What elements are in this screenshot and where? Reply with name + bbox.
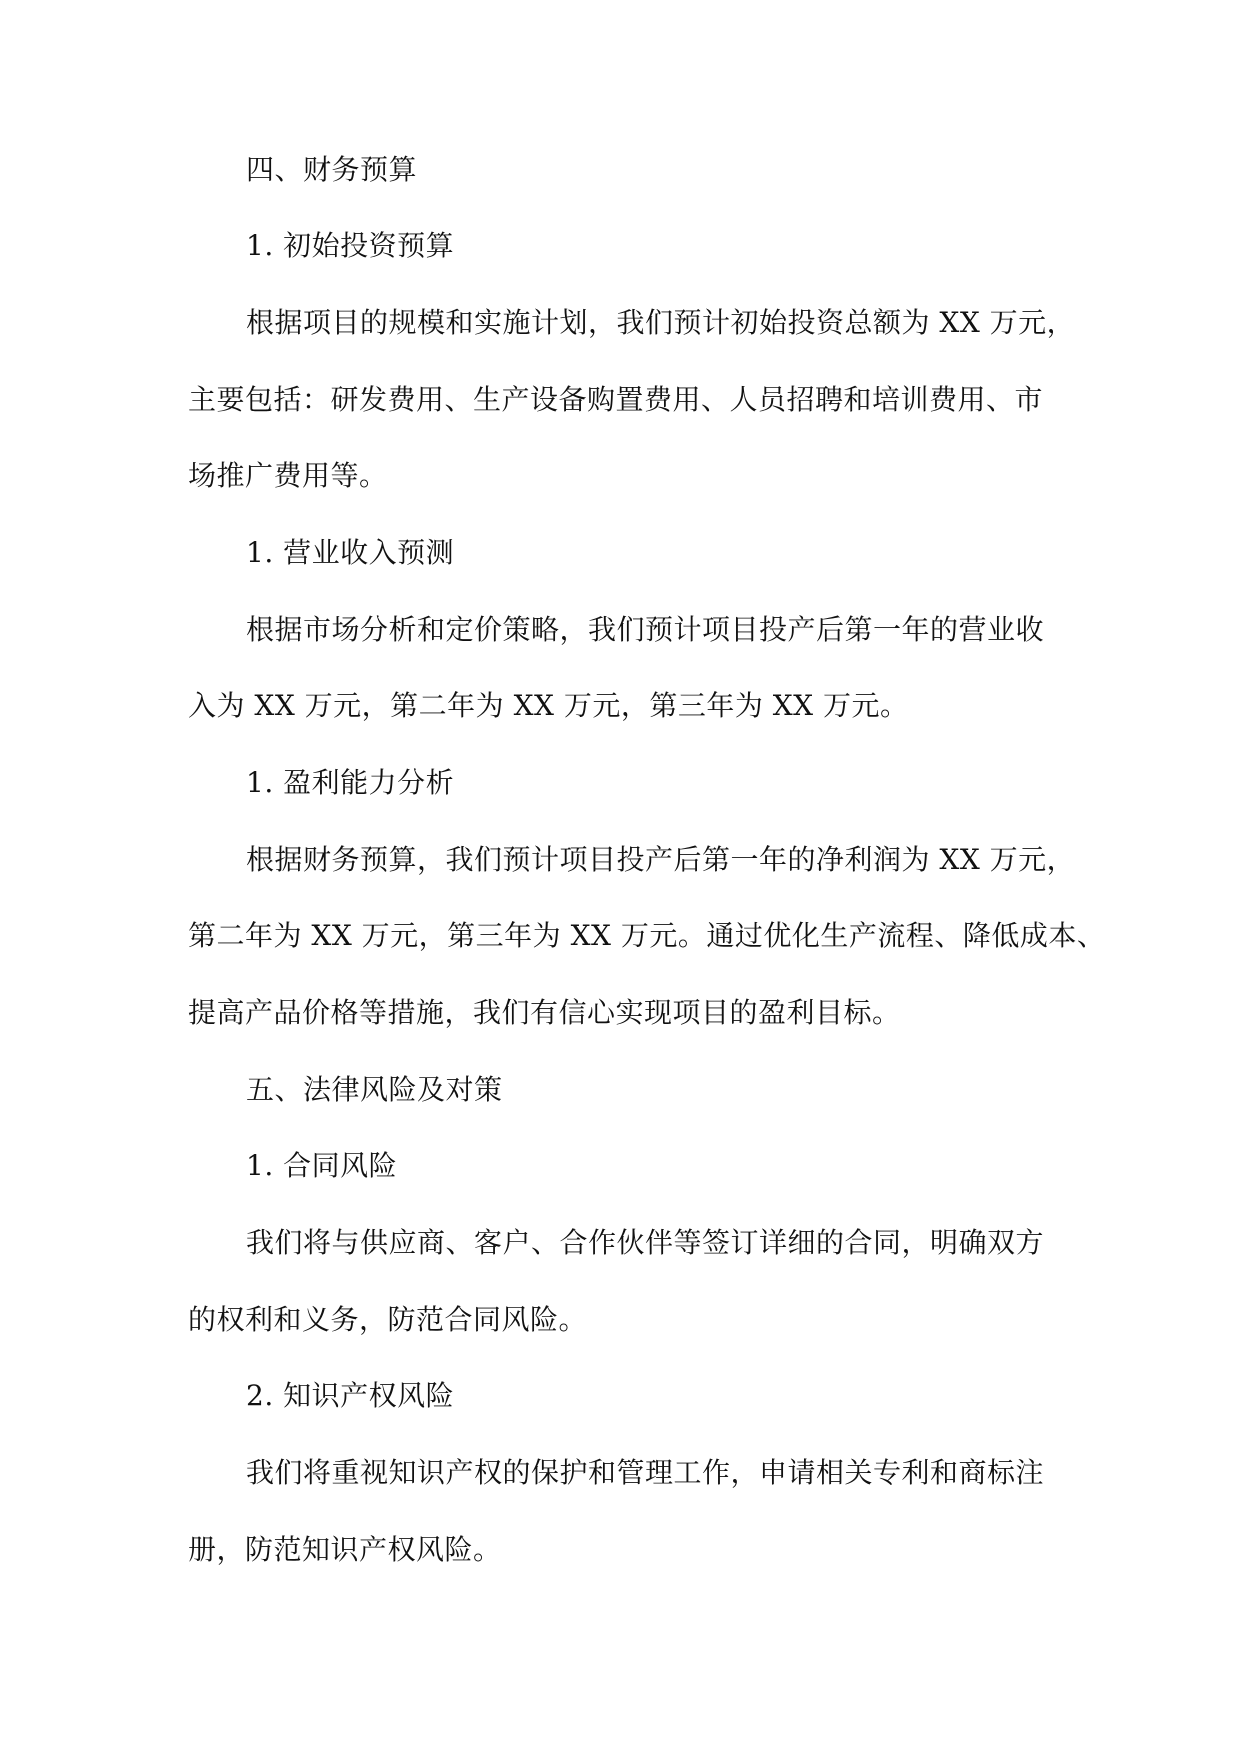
paragraph-initial-investment-line-2: 主要包括：研发费用、生产设备购置费用、人员招聘和培训费用、市 <box>188 383 1044 416</box>
subheading-contract-risk: 1. 合同风险 <box>246 1149 398 1182</box>
subheading-profitability: 1. 盈利能力分析 <box>246 766 455 799</box>
subheading-revenue-forecast: 1. 营业收入预测 <box>246 536 455 569</box>
paragraph-ip-risk-line-2: 册，防范知识产权风险。 <box>188 1533 502 1566</box>
subheading-initial-investment: 1. 初始投资预算 <box>246 229 455 262</box>
paragraph-revenue-forecast-line-1: 根据市场分析和定价策略，我们预计项目投产后第一年的营业收 <box>246 613 1045 646</box>
paragraph-ip-risk-line-1: 我们将重视知识产权的保护和管理工作，申请相关专利和商标注 <box>246 1456 1045 1489</box>
paragraph-initial-investment-line-3: 场推广费用等。 <box>188 459 388 492</box>
paragraph-profitability-line-2: 第二年为 XX 万元，第三年为 XX 万元。通过优化生产流程、降低成本、 <box>188 919 1106 952</box>
section-heading-finance-budget: 四、财务预算 <box>246 153 418 186</box>
paragraph-profitability-line-1: 根据财务预算，我们预计项目投产后第一年的净利润为 XX 万元， <box>246 843 1076 876</box>
subheading-ip-risk: 2. 知识产权风险 <box>246 1379 455 1412</box>
section-heading-legal-risk: 五、法律风险及对策 <box>246 1073 503 1106</box>
paragraph-initial-investment-line-1: 根据项目的规模和实施计划，我们预计初始投资总额为 XX 万元， <box>246 306 1076 339</box>
paragraph-contract-risk-line-1: 我们将与供应商、客户、合作伙伴等签订详细的合同，明确双方 <box>246 1226 1045 1259</box>
paragraph-profitability-line-3: 提高产品价格等措施，我们有信心实现项目的盈利目标。 <box>188 996 901 1029</box>
paragraph-revenue-forecast-line-2: 入为 XX 万元，第二年为 XX 万元，第三年为 XX 万元。 <box>188 689 909 722</box>
paragraph-contract-risk-line-2: 的权利和义务，防范合同风险。 <box>188 1303 588 1336</box>
